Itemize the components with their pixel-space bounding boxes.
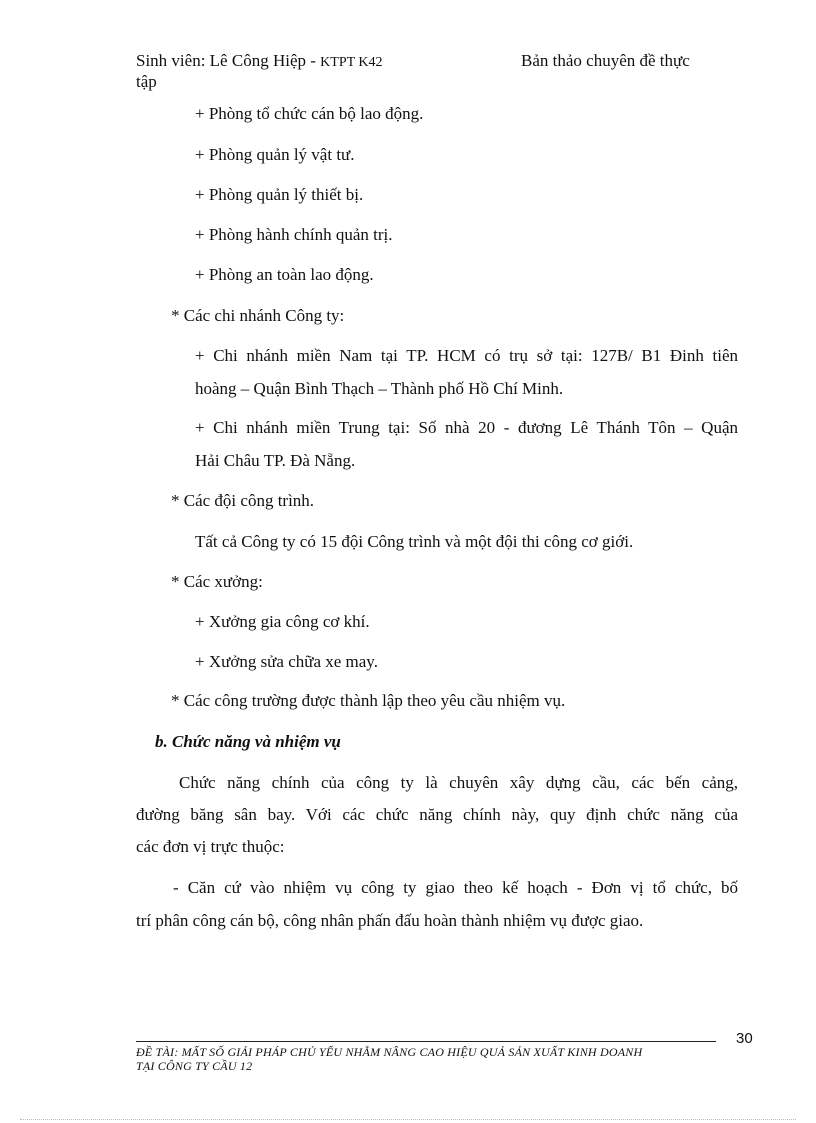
footer-divider <box>136 1041 716 1042</box>
section-bullet: * Các đội công trình. <box>171 491 315 510</box>
paragraph-line: Chức năng chính của công ty là chuyên xây dựng cầu, các bến cảng, <box>179 773 738 792</box>
section-bullet: * Các công trường được thành lập theo yêu cầu nhiệm vụ. <box>171 691 566 710</box>
body-line: Tất cả Công ty có 15 đội Công trình và một đội thi công cơ giới. <box>195 532 634 551</box>
body-line: + Phòng hành chính quản trị. <box>195 225 393 244</box>
body-line: + Chi nhánh miền Trung tại: Số nhà 20 - đương Lê Thánh Tôn – Quận <box>195 418 738 437</box>
page-bottom-border <box>20 1119 796 1120</box>
header-title: Bản thảo chuyên đề thực <box>521 51 690 70</box>
header-student-info <box>136 50 383 73</box>
footer-line: ĐỀ TÀI: MẤT SỐ GIẢI PHÁP CHỦ YẾU NHẰM NÂNG CAO HIỆU QUẢ SẢN XUẤT KINH DOANH <box>136 1045 643 1059</box>
paragraph-line: - Căn cứ vào nhiệm vụ công ty giao theo kế hoạch - Đơn vị tổ chức, bố <box>173 878 738 897</box>
body-line: + Phòng an toàn lao động. <box>195 265 374 284</box>
body-line: + Phòng quản lý thiết bị. <box>195 185 364 204</box>
section-bullet: * Các xưởng: <box>171 572 263 591</box>
paragraph-line: đường băng sân bay. Với các chức năng chính này, quy định chức năng của <box>136 805 738 824</box>
body-line: + Xưởng sửa chữa xe may. <box>195 652 378 671</box>
section-bullet: * Các chi nhánh Công ty: <box>171 306 345 325</box>
page-footer <box>136 1045 726 1073</box>
footer-line: TẠI CÔNG TY CẦU 12 <box>136 1059 253 1073</box>
page-number: 30 <box>736 1030 753 1047</box>
header-title-wrap: tập <box>136 72 157 91</box>
paragraph-line: các đơn vị trực thuộc: <box>136 837 285 856</box>
section-heading: b. Chức năng và nhiệm vụ <box>155 732 341 751</box>
body-line: + Phòng quản lý vật tư. <box>195 145 355 164</box>
body-line: + Phòng tổ chức cán bộ lao động. <box>195 104 424 123</box>
body-line: + Xưởng gia công cơ khí. <box>195 612 370 631</box>
body-line: + Chi nhánh miền Nam tại TP. HCM có trụ sở tại: 127B/ B1 Đinh tiên <box>195 346 738 365</box>
header-class-code: KTPT K42 <box>320 55 383 70</box>
header-student: Sinh viên: Lê Công Hiệp - <box>136 51 321 70</box>
body-line: hoàng – Quận Bình Thạch – Thành phố Hồ Chí Minh. <box>195 379 564 398</box>
paragraph-line: trí phân công cán bộ, công nhân phấn đấu hoàn thành nhiệm vụ được giao. <box>136 911 644 930</box>
body-line: Hải Châu TP. Đà Nẵng. <box>195 451 356 470</box>
